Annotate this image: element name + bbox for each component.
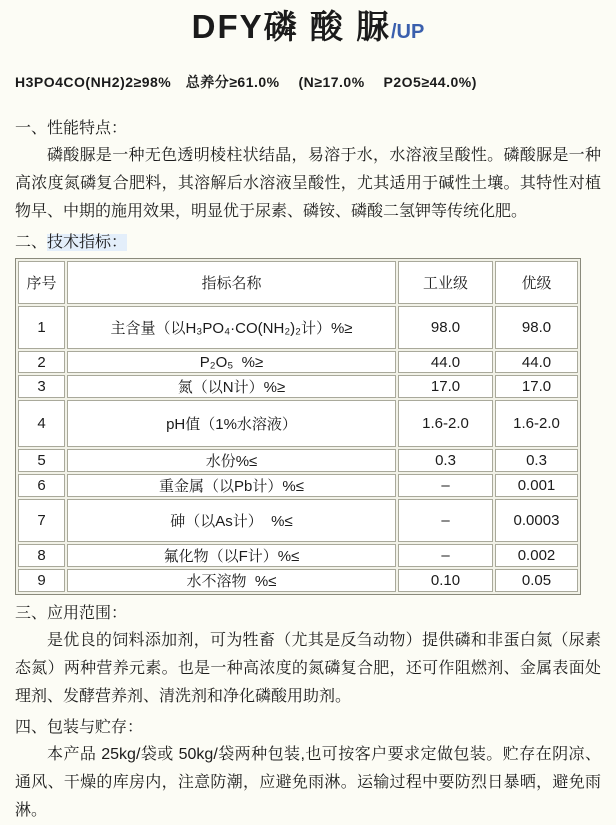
cell-industrial: 44.0 [398,351,493,373]
cell-industrial: 17.0 [398,375,493,398]
section1-body: 磷酸脲是一种无色透明棱柱状结晶，易溶于水，水溶液呈酸性。磷酸脲是一种高浓度氮磷复合肥料，其溶解后水溶液呈酸性，尤其适用于碱性土壤。其特性对植物早、中期的施用效果，明显优于尿素、磷铵、磷酸二氢钾等传统化肥。 [15,147,601,220]
table-header-row [18,261,578,304]
cell-no: 9 [18,569,65,592]
cell-no: 7 [18,499,65,542]
cell-industrial: 0.3 [398,449,493,472]
cell-indicator: 氮（以N计）%≥ [67,375,396,398]
cell-no: 8 [18,544,65,567]
page-title-main: DFY磷 酸 脲 [191,8,391,45]
cell-premium: 17.0 [495,375,578,398]
cell-no: 6 [18,474,65,497]
cell-industrial: – [398,474,493,497]
cell-industrial: 98.0 [398,306,493,349]
cell-no: 4 [18,400,65,447]
table-row [18,351,578,373]
cell-no: 3 [18,375,65,398]
cell-premium: 44.0 [495,351,578,373]
technical-indicators-table [15,258,581,595]
header-industrial-grade: 工业级 [398,261,493,304]
section2-heading [15,232,601,254]
section3-heading: 三、应用范围： [15,605,128,622]
header-indicator-name: 指标名称 [67,261,396,304]
section4-heading: 四、包装与贮存： [15,719,144,736]
page-title [15,4,601,55]
cell-premium: 0.05 [495,569,578,592]
header-serial-number: 序号 [18,261,65,304]
header-premium-grade: 优级 [495,261,578,304]
cell-premium: 1.6-2.0 [495,400,578,447]
cell-indicator: 水份%≤ [67,449,396,472]
table-row [18,499,578,542]
cell-indicator: P₂O₅ %≥ [67,351,396,373]
section2-heading-label: 技术指标： [47,234,128,251]
cell-premium: 0.0003 [495,499,578,542]
section4-body: 本产品 25kg/袋或 50kg/袋两种包装,也可按客户要求定做包装。贮存在阴凉、通风、干燥的库房内，注意防潮，应避免雨淋。运输过程中要防烈日暴晒，避免雨淋。 [15,746,601,819]
cell-no: 5 [18,449,65,472]
page-title-suffix: /UP [391,21,425,43]
cell-indicator: pH值（1%水溶液） [67,400,396,447]
cell-premium: 0.002 [495,544,578,567]
section3-body: 是优良的饲料添加剂，可为牲畜（尤其是反刍动物）提供磷和非蛋白氮（尿素态氮）两种营养元素。也是一种高浓度的氮磷复合肥，还可作阻燃剂、金属表面处理剂、发酵营养剂、清洗剂和净化磷酸用助剂。 [15,632,601,705]
cell-premium: 98.0 [495,306,578,349]
cell-indicator: 水不溶物 %≤ [67,569,396,592]
cell-premium: 0.001 [495,474,578,497]
cell-indicator: 砷（以As计） %≤ [67,499,396,542]
cell-industrial: – [398,544,493,567]
section1-heading: 一、性能特点： [15,120,128,137]
cell-indicator: 重金属（以Pb计）%≤ [67,474,396,497]
table-row [18,306,578,349]
cell-industrial: 0.10 [398,569,493,592]
cell-premium: 0.3 [495,449,578,472]
cell-indicator: 主含量（以H₃PO₄·CO(NH₂)₂计）%≥ [67,306,396,349]
table-row [18,449,578,472]
cell-no: 1 [18,306,65,349]
table-row [18,569,578,592]
table-row [18,400,578,447]
cell-indicator: 氟化物（以F计）%≤ [67,544,396,567]
table-row [18,474,578,497]
cell-no: 2 [18,351,65,373]
table-row [18,544,578,567]
cell-industrial: 1.6-2.0 [398,400,493,447]
cell-industrial: – [398,499,493,542]
table-row [18,375,578,398]
section2-heading-prefix: 二、 [15,234,48,251]
formula-line: H3PO4CO(NH2)2≥98% 总养分≥61.0% (N≥17.0% P2O5≥44.0%) [15,74,477,90]
